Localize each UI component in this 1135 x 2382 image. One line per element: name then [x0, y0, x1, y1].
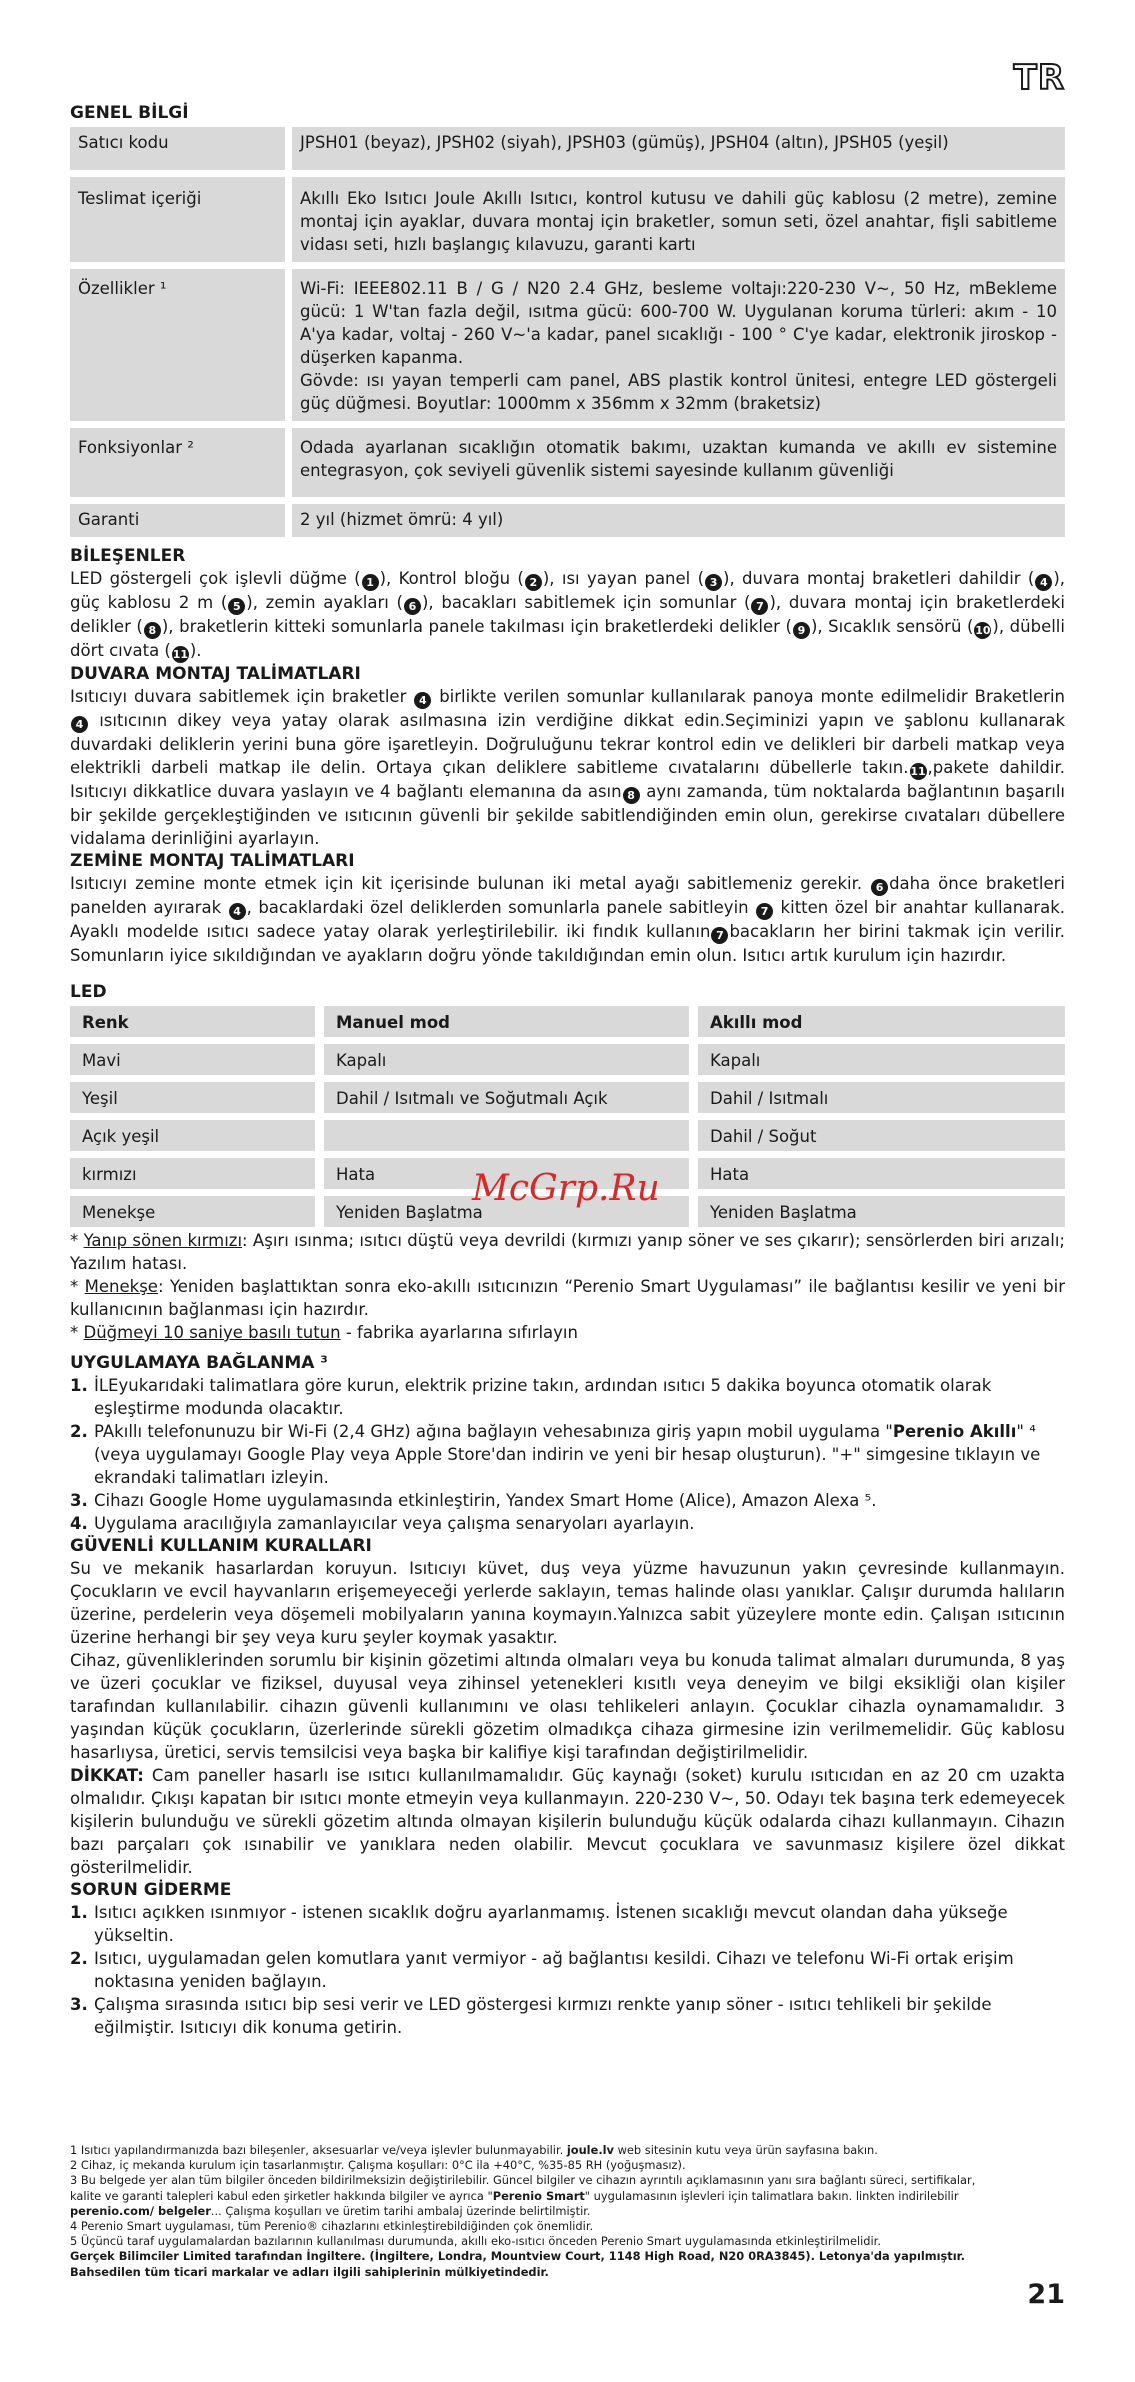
list-item: 1. Isıtıcı açıkken ısınmıyor - istenen sıcaklık doğru ayarlanmamış. İstenen sıcaklığı mevcut olandan daha yükseğe yükseltin. [70, 1903, 1008, 1945]
watermark: McGrp.Ru [472, 1168, 660, 1209]
connect-list [70, 1374, 1065, 1535]
floor-heading: ZEMİNE MONTAJ TALİMATLARI [70, 851, 355, 871]
safety-text-2: Cihaz, güvenliklerinden sorumlu bir kişinin gözetimi altında olmaları veya bu konuda talimat almaları durumunda, 8 yaş ve üzeri çocuklar ve fiziksel, duyusal veya zihinsel yetenekleri kısıtlı veya deneyim ve bilgi eksikliği olan kişiler tarafından kullanılabilir. cihazın güvenli kullanımını ve olası tehlikeleri anlayın. Çocuklar cihazla oynamamalıdır. 3 yaşından küçük çocukların, üzerlerinde sürekli gözetim olmadıkça cihaza girmesine izin verilmemelidir. Güç kablosu hasarlıysa, üretici, servis temsilcisi veya başka bir kalifiye kişi tarafından değiştirilmelidir. [70, 1651, 1065, 1762]
general-heading: GENEL BİLGİ [70, 103, 189, 123]
connect-heading: UYGULAMAYA BAĞLANMA ³ [70, 1353, 328, 1373]
list-item: 2. Isıtıcı, uygulamadan gelen komutlara yanıt vermiyor - ağ bağlantısı kesildi. Cihazı ve telefonu Wi-Fi ortak erişim noktasına yeniden bağlayın. [70, 1949, 1014, 1991]
led-note: * Düğmeyi 10 saniye basılı tutun - fabrika ayarlarına sıfırlayın [70, 1323, 578, 1342]
list-item: 3. Çalışma sırasında ısıtıcı bip sesi verir ve LED göstergesi kırmızı renkte yanıp söner - ısıtıcı tehlikeli bir şekilde eğilmiştir. Isıtıcıyı dik konuma getirin. [70, 1995, 992, 2037]
features-text-1: Wi-Fi: IEEE802.11 B / G / N20 2.4 GHz, besleme voltajı:220-230 V~, 50 Hz, mBekleme gücü: 1 W'tan fazla değil, ısıtma gücü: 600-700 W. Uygulanan koruma türleri: akım - 10 A'ya kadar, voltaj - 260 V~'a kadar, panel sıcaklığı - 100 ° C'ye kadar, elektronik jiroskop - düşerken kapanma. [300, 279, 1057, 367]
spec-value-features [292, 269, 1065, 421]
led-cell: Açık yeşil [70, 1120, 315, 1151]
trouble-heading: SORUN GİDERME [70, 1880, 232, 1900]
footnote: perenio.com/ belgeler... Çalışma koşulları ve üretim tarihi ambalaj üzerinde belirtilmiştir. [70, 2203, 591, 2218]
spec-key-seller-code: Satıcı kodu [70, 127, 285, 170]
led-note: * Yanıp sönen kırmızı: Aşırı ısınma; ısıtıcı düştü veya devrildi (kırmızı yanıp söner ve ses çıkarır); sensörlerden biri arızalı; Yazılım hatası. [70, 1231, 1065, 1273]
led-note: * Menekşe: Yeniden başlattıktan sonra eko-akıllı ısıtıcınızın “Perenio Smart Uygulaması” ile bağlantısı kesilir ve yeni bir kullanıcının bağlanması için hazırdır. [70, 1277, 1066, 1319]
spec-key-contents: Teslimat içeriği [70, 177, 285, 262]
footnote: Bahsedilen tüm ticari markalar ve adları ilgili sahiplerinin mülkiyetindedir. [70, 2264, 549, 2279]
spec-value-seller-code: JPSH01 (beyaz), JPSH02 (siyah), JPSH03 (gümüş), JPSH04 (altın), JPSH05 (yeşil) [292, 127, 1065, 170]
led-cell: Dahil / Soğut [698, 1120, 1065, 1151]
page-number: 21 [1027, 2279, 1065, 2310]
spec-key-warranty: Garanti [70, 504, 285, 537]
list-item: 1. İLEyukarıdaki talimatlara göre kurun, elektrik prizine takın, ardından ısıtıcı 5 dakika boyunca otomatik olarak eşleştirme modunda olacaktır. [70, 1376, 992, 1418]
led-cell [324, 1120, 689, 1151]
led-notes [70, 1229, 1065, 1344]
list-item: 2. PAkıllı telefonunuzu bir Wi-Fi (2,4 GHz) ağına bağlayın vehesabınıza giriş yapın mobil uygulama "Perenio Akıllı" ⁴ (veya uygulamayı Google Play veya Apple Store'dan indirin ve yeni bir hesap oluşturun). "+" simgesine tıklayın ve ekrandaki talimatları izleyin. [70, 1422, 1041, 1487]
led-cell: Mavi [70, 1044, 315, 1075]
page-content [70, 0, 1065, 2039]
spec-value-contents: Akıllı Eko Isıtıcı Joule Akıllı Isıtıcı, kontrol kutusu ve dahili güç kablosu (2 metre), zemine montaj için ayaklar, duvara montaj için braketler, somun seti, özel anahtar, fişli sabitleme vidası seti, hızlı başlangıç kılavuzu, garanti kartı [292, 177, 1065, 262]
led-cell: Hata [324, 1158, 689, 1189]
footnote: Gerçek Bilimciler Limited tarafından İngiltere. (İngiltere, Londra, Mountview Court, 1148 High Road, N20 0RA3845). Letonya'da yapılmıştır. [70, 2249, 965, 2264]
footnote: kalite ve garanti talepleri kabul eden şirketler hakkında bilgiler ve ayrıca "Perenio Smart" uygulamasının işlevleri için talimatlara bakın. linkten indirilebilir [70, 2188, 959, 2203]
general-table [70, 127, 1065, 537]
features-text-2: Gövde: ısı yayan temperli cam panel, ABS plastik kontrol ünitesi, entegre LED göstergeli güç düğmesi. Boyutlar: 1000mm x 356mm x 32mm (braketsiz) [300, 371, 1057, 413]
led-cell: kırmızı [70, 1158, 315, 1189]
safety-heading: GÜVENLİ KULLANIM KURALLARI [70, 1536, 372, 1556]
list-item: 4. Uygulama aracılığıyla zamanlayıcılar veya çalışma senaryoları ayarlayın. [70, 1514, 695, 1533]
safety-text-3: DİKKAT: Cam paneller hasarlı ise ısıtıcı kullanılmamalıdır. Güç kaynağı (soket) kurulu ısıtıcıdan en az 20 cm uzakta olmalıdır. Çıkışı kapatan bir ısıtıcı monte etmeyin veya kullanmayın. 220-230 V~, 50. Odayı tek başına terk edemeyecek kişilerin bulunduğu ve sürekli gözetim altında olmayan kişilerin bulunduğu küçük odalarda cihazı kullanmayın. Cihazın bazı parçaları çok ısınabilir ve yanıklara neden olabilir. Mevcut çocuklara ve savunmasız kişilere özel dikkat gösterilmelidir. [70, 1766, 1065, 1877]
spec-value-warranty: 2 yıl (hizmet ömrü: 4 yıl) [292, 504, 1065, 537]
led-cell: Dahil / Isıtmalı ve Soğutmalı Açık [324, 1082, 689, 1113]
wall-heading: DUVARA MONTAJ TALİMATLARI [70, 664, 361, 684]
spec-key-features: Özellikler ¹ [70, 269, 285, 421]
footnotes [70, 2143, 1065, 2280]
footnote: 1 Isıtıcı yapılandırmanızda bazı bileşenler, aksesuarlar ve/veya işlevler bulunmayabilir. joule.lv web sitesinin kutu veya ürün sayfasına bakın. [70, 2143, 878, 2157]
footnote: 2 Cihaz, iç mekanda kurulum için tasarlanmıştır. Çalışma koşulları: 0°C ila +40°C, %35-85 RH (yoğuşmasız). [70, 2158, 686, 2173]
floor-text: Isıtıcıyı zemine monte etmek için kit içerisinde bulunan iki metal ayağı sabitlemeniz gerekir. 6 daha önce braketleri panelden ayırarak 4 , bacaklardaki özel deliklerden somunlarla panele sabitleyin 7 kitten özel bir anahtar kullanarak. Ayaklı modelde ısıtıcı sadece yatay olarak yerleştirilebilir. iki fındık kullanın 7 bacakların her birini takmak için verilir. Somunların iyice sıkıldığından ve ayakların doğru yönde takıldığından emin olun. Isıtıcı artık kurulum için hazırdır. [70, 874, 1066, 965]
safety-text-1: Su ve mekanik hasarlardan koruyun. Isıtıcıyı küvet, duş veya yüzme havuzunun yakın çevresinde kullanmayın. Çocukların ve evcil hayvanların erişemeyeceği yerlerde saklayın, temas halinde olası yanıklar. Çalışır durumda halıların üzerine, perdelerin veya döşemeli mobilyaların yanına koymayın.Yalnızca sabit yüzeylere monte edin. Çalışan ısıtıcının üzerine herhangi bir şey veya kuru şeyler koymak yasaktır. [70, 1559, 1065, 1647]
led-cell: Dahil / Isıtmalı [698, 1082, 1065, 1113]
components-heading: BİLEŞENLER [70, 546, 186, 566]
spec-key-functions: Fonksiyonlar ² [70, 428, 285, 497]
led-cell: Kapalı [324, 1044, 689, 1075]
footnote: 3 Bu belgede yer alan tüm bilgiler önceden bildirilmeksizin değiştirilebilir. Güncel bilgiler ve cihazın ayrıntılı açıklamasının yanı sıra bağlantı süreci, sertifikalar, [70, 2173, 976, 2188]
led-cell: Hata [698, 1158, 1065, 1189]
led-cell: Menekşe [70, 1196, 315, 1227]
led-header-manual: Manuel mod [324, 1006, 689, 1037]
led-header-smart: Akıllı mod [698, 1006, 1065, 1037]
wall-text: Isıtıcıyı duvara sabitlemek için braketler 4 birlikte verilen somunlar kullanılarak panoya monte edilmelidir Braketlerin 4 ısıtıcının dikey veya yatay olarak asılmasına izin verdiğine dikkat edin.Seçiminizi yapın ve şablonu kullanarak duvardaki deliklerin yerini buna göre işaretleyin. Doğruluğunu tekrar kontrol edin ve delikleri bir darbeli matkap veya elektrikli darbeli matkap ile delin. Ortaya çıkan deliklere sabitleme cıvatalarını dübellerle takın. 11 ,pakete dahildir. Isıtıcıyı dikkatlice duvara yaslayın ve 4 bağlantı elemanına da asın 8 aynı zamanda, tüm noktalarda bağlantının başarılı bir şekilde gerçekleştiğinden ve ısıtıcının güvenli bir şekilde sabitlendiğinden emin olun, gerekirse cıvataları dübellere vidalama derinliğini ayarlayın. [70, 687, 1066, 848]
led-header-color: Renk [70, 1006, 315, 1037]
led-cell: Yeşil [70, 1082, 315, 1113]
language-code: TR [1013, 58, 1065, 98]
list-item: 3. Cihazı Google Home uygulamasında etkinleştirin, Yandex Smart Home (Alice), Amazon Alexa ⁵. [70, 1491, 877, 1510]
footnote: 5 Üçüncü taraf uygulamalardan bazılarının kullanılması durumunda, akıllı eko-ısıtıcı önceden Perenio Smart uygulamasında etkinleştirilmelidir. [70, 2234, 881, 2249]
footnote: 4 Perenio Smart uygulaması, tüm Perenio® cihazlarını etkinleştirebildiğinden çok önemlidir. [70, 2219, 594, 2234]
components-text: LED göstergeli çok işlevli düğme ( 1 ), Kontrol bloğu ( 2 ), ısı yayan panel ( 3 ), duvara montaj braketleri dahildir ( 4 ), güç kablosu 2 m ( 5 ), zemin ayakları ( 6 ), bacakları sabitlemek için somunlar ( 7 ), duvara montaj için braketlerdeki delikler ( 8 ), braketlerin kitteki somunlarla panele takılması için braketlerdeki delikler ( 9 ), Sıcaklık sensörü ( 10 ), dübelli dört cıvata ( 11 ). [70, 569, 1065, 661]
led-cell: Yeniden Başlatma [698, 1196, 1065, 1227]
led-cell: Kapalı [698, 1044, 1065, 1075]
led-heading: LED [70, 982, 107, 1002]
trouble-list [70, 1901, 1065, 2039]
spec-value-functions: Odada ayarlanan sıcaklığın otomatik bakımı, uzaktan kumanda ve akıllı ev sistemine entegrasyon, çok seviyeli güvenlik sistemi sayesinde kullanım güvenliği [292, 428, 1065, 497]
led-cell: Yeniden Başlatma [324, 1196, 689, 1227]
